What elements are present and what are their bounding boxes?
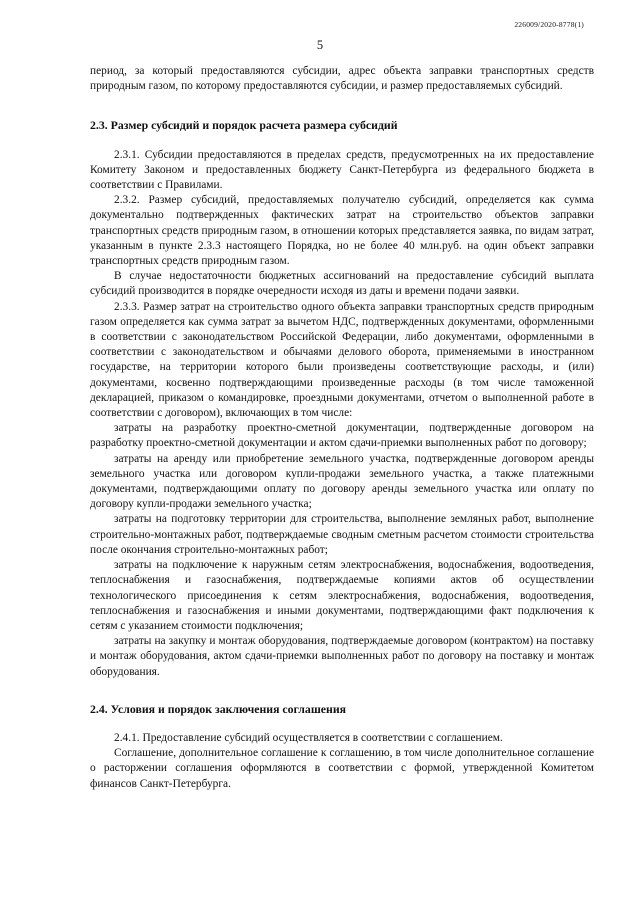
list-item: затраты на подготовку территории для строительства, выполнение земляных работ, выполнение строительно-монтажных работ, подтверждаемые сводным сметным расчетом стоимости строительства после окончания строительно-монтажных работ;	[90, 513, 594, 556]
list-item: затраты на закупку и монтаж оборудования, подтверждаемые договором (контрактом) на поставку и монтаж оборудования, актом сдачи-приемки выполненных работ по договору на поставку и монтаж оборудования.	[90, 635, 594, 678]
paragraph-continuation: период, за который предоставляются субсидии, адрес объекта заправки транспортных средств природным газом, по которому предоставляются субсидии, и размер предоставляемых субсидий.	[90, 65, 594, 93]
list-item: затраты на разработку проектно-сметной документации, подтвержденные договором на разработку проектно-сметной документации и актом сдачи-приемки выполненных работ по договору;	[90, 422, 594, 450]
paragraph-2-3-1: 2.3.1. Субсидии предоставляются в пределах средств, предусмотренных на их предоставление Комитету Законом и предоставленных бюджету Санкт-Петербурга из федерального бюджета в соответствии с Правилами.	[90, 148, 594, 192]
paragraph-2-3-2-b: В случае недостаточности бюджетных ассигнований на предоставление субсидий выплата субсидий производится в порядке очередности исходя из даты и времени подачи заявки.	[90, 270, 594, 298]
document-id: 226009/2020-8778(1)	[514, 20, 584, 29]
list-item: затраты на аренду или приобретение земельного участка, подтвержденные договором аренды земельного участка или договором купли-продажи земельного участка, а также платежными документами, подтверждающими оплату по договору аренды земельного участка или оплату по договору купли-продажи земельного участка;	[90, 452, 594, 511]
paragraph-2-3-3: 2.3.3. Размер затрат на строительство одного объекта заправки транспортных средств природным газом определяется как сумма затрат за вычетом НДС, подтвержденных документами, оформленными в соответствии с законодательством Российской Федерации, либо документами, оформленными в соответствии с законодательством и обычаями делового оборота, применяемыми в иностранном государстве, на территории которого были произведены соответствующие расходы, и (или) документами, косвенно подтверждающими произведенные расходы (в том числе таможенной декларацией, приказом о командировке, проездными документами, отчетом о выполненной работе в соответствии с договором), включающих в том числе:	[90, 300, 594, 420]
document-body	[90, 64, 594, 792]
paragraph-2-3-2: 2.3.2. Размер субсидий, предоставляемых получателю субсидий, определяется как сумма документально подтвержденных фактических затрат на строительство объектов заправки транспортных средств природным газом, в отношении которых представляется заявка, по видам затрат, указанным в пункте 2.3.3 настоящего Порядка, но не более 40 млн.руб. на один объект заправки транспортных средств природным газом.	[90, 194, 594, 268]
section-heading-2-3: 2.3. Размер субсидий и порядок расчета размера субсидий	[90, 118, 398, 133]
paragraph-2-4-1-b: Соглашение, дополнительное соглашение к соглашению, в том числе дополнительное соглашение о расторжении соглашения оформляются в соответствии с формой, утвержденной Комитетом финансов Санкт-Петербурга.	[90, 747, 594, 790]
list-item: затраты на подключение к наружным сетям электроснабжения, водоснабжения, водоотведения, теплоснабжения и газоснабжения, подтверждаемые копиями актов об осуществлении технологического присоединения к сетям электроснабжения, водоснабжения, водоотведения, теплоснабжения и газоснабжения и иными документами, подтверждающими факт подключения к сетям с указанием стоимости подключения;	[90, 559, 594, 632]
paragraph-2-4-1: 2.4.1. Предоставление субсидий осуществляется в соответствии с соглашением.	[114, 731, 503, 744]
page-number: 5	[316, 38, 324, 52]
section-heading-2-4: 2.4. Условия и порядок заключения соглашения	[90, 701, 346, 716]
